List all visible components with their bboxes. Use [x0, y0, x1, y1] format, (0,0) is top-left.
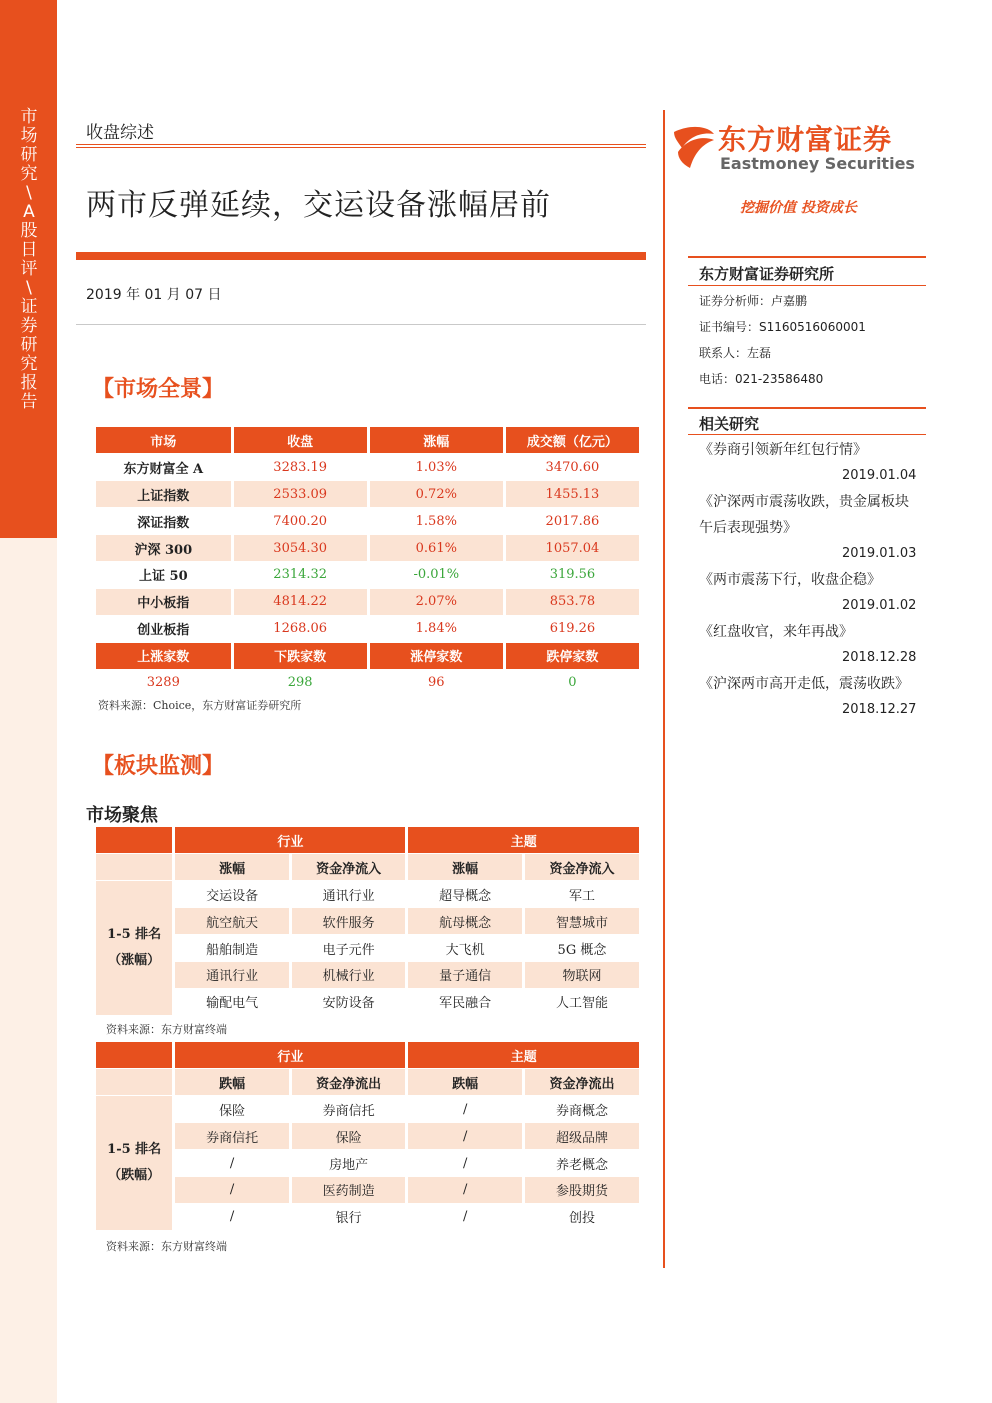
rank-label: 1-5 排名 （涨幅）	[96, 881, 174, 1015]
table-row: 上证 50 2314.32 -0.01% 319.56	[96, 561, 641, 588]
related-report-link[interactable]: 《沪深两市震荡收跌，贵金属板块 午后表现强势》	[699, 494, 909, 536]
table-row: 1-5 排名 （涨幅） 交运设备 通讯行业 超导概念 军工	[96, 881, 641, 908]
related-report-date: 2018.12.27	[842, 702, 917, 717]
table-row: 券商信托 保险 / 超级品牌	[96, 1123, 641, 1150]
table-row: 1-5 排名 （跌幅） 保险 券商信托 / 券商概念	[96, 1096, 641, 1123]
losers-table	[96, 1042, 642, 1231]
breadth-header-row: 上涨家数 下跌家数 涨停家数 跌停家数	[96, 642, 641, 669]
side-category-label: 市 场 研 究 \ A 股 日 评 \ 证 券 研 究 报 告	[20, 107, 38, 412]
analyst-name: 证券分析师：卢嘉鹏	[699, 294, 808, 308]
column-header: 涨幅	[368, 427, 504, 454]
gainers-table	[96, 827, 642, 1016]
table-row: 船舶制造 电子元件 大飞机 5G 概念	[96, 935, 641, 962]
contact-person: 联系人：左磊	[699, 346, 772, 360]
table-header-row	[96, 427, 641, 454]
page-title: 两市反弹延续，交运设备涨幅居前	[86, 188, 551, 223]
related-rule-bottom	[688, 434, 926, 435]
column-divider	[663, 110, 665, 1268]
breadth-row: 3289 298 96 0	[96, 669, 641, 696]
sub-header-row: 涨幅 资金净流入 涨幅 资金净流入	[96, 854, 641, 881]
institute-rule-top	[688, 256, 926, 258]
group-header-row: 行业 主题	[96, 1042, 641, 1069]
related-report-link[interactable]: 《红盘收官，来年再战》	[699, 624, 853, 640]
certificate-number: 证书编号：S1160516060001	[699, 320, 866, 334]
related-rule-top	[688, 407, 926, 409]
related-research-title: 相关研究	[699, 415, 760, 433]
table-row: 输配电气 安防设备 军民融合 人工智能	[96, 988, 641, 1015]
table-row: 沪深 300 3054.30 0.61% 1057.04	[96, 535, 641, 562]
related-report-date: 2019.01.03	[842, 546, 917, 561]
group-header-row: 行业 主题	[96, 827, 641, 854]
table-row: 上证指数 2533.09 0.72% 1455.13	[96, 481, 641, 508]
column-header: 市场	[96, 427, 232, 454]
table-row: 中小板指 4814.22 2.07% 853.78	[96, 588, 641, 615]
market-overview-heading: 【市场全景】	[92, 376, 225, 402]
rank-label: 1-5 排名 （跌幅）	[96, 1096, 174, 1230]
table-row: / 房地产 / 养老概念	[96, 1150, 641, 1177]
section-tag: 收盘综述	[86, 123, 154, 143]
date-rule	[76, 324, 646, 325]
column-header: 成交额（亿元）	[504, 427, 640, 454]
related-report-date: 2019.01.02	[842, 598, 917, 613]
table-row: 通讯行业 机械行业 量子通信 物联网	[96, 961, 641, 988]
sector-monitor-heading: 【板块监测】	[92, 753, 225, 779]
brand-name-cn: 东方财富证券	[718, 123, 893, 156]
table-row: / 医药制造 / 参股期货	[96, 1176, 641, 1203]
related-report-link[interactable]: 《沪深两市高开走低，震荡收跌》	[699, 676, 909, 692]
brand-name-en: Eastmoney Securities	[720, 154, 915, 173]
related-report-date: 2018.12.28	[842, 650, 917, 665]
market-table	[96, 427, 642, 696]
losers-source-note: 资料来源：东方财富终端	[106, 1240, 227, 1253]
contact-phone: 电话：021-23586480	[699, 372, 824, 386]
related-report-date: 2019.01.04	[842, 468, 917, 483]
header-rule	[76, 144, 646, 145]
related-report-link[interactable]: 《两市震荡下行，收盘企稳》	[699, 572, 881, 588]
market-source-note: 资料来源：Choice，东方财富证券研究所	[98, 699, 302, 712]
table-row: / 银行 / 创投	[96, 1203, 641, 1230]
table-row: 创业板指 1268.06 1.84% 619.26	[96, 615, 641, 642]
table-row: 航空航天 软件服务 航母概念 智慧城市	[96, 908, 641, 935]
related-report-link[interactable]: 《券商引领新年红包行情》	[699, 442, 867, 458]
brand-slogan: 挖掘价值 投资成长	[740, 200, 857, 216]
sub-header-row: 跌幅 资金净流出 跌幅 资金净流出	[96, 1069, 641, 1096]
header-rule-2	[76, 147, 646, 148]
title-rule	[76, 252, 646, 260]
institute-title: 东方财富证券研究所	[699, 265, 835, 283]
table-row: 东方财富全 A 3283.19 1.03% 3470.60	[96, 454, 641, 481]
gainers-source-note: 资料来源：东方财富终端	[106, 1023, 227, 1036]
table-row: 深证指数 7400.20 1.58% 2017.86	[96, 508, 641, 535]
market-focus-subheading: 市场聚焦	[86, 805, 158, 826]
column-header: 收盘	[232, 427, 368, 454]
institute-rule-bottom	[688, 285, 926, 286]
report-date: 2019 年 01 月 07 日	[86, 287, 222, 303]
